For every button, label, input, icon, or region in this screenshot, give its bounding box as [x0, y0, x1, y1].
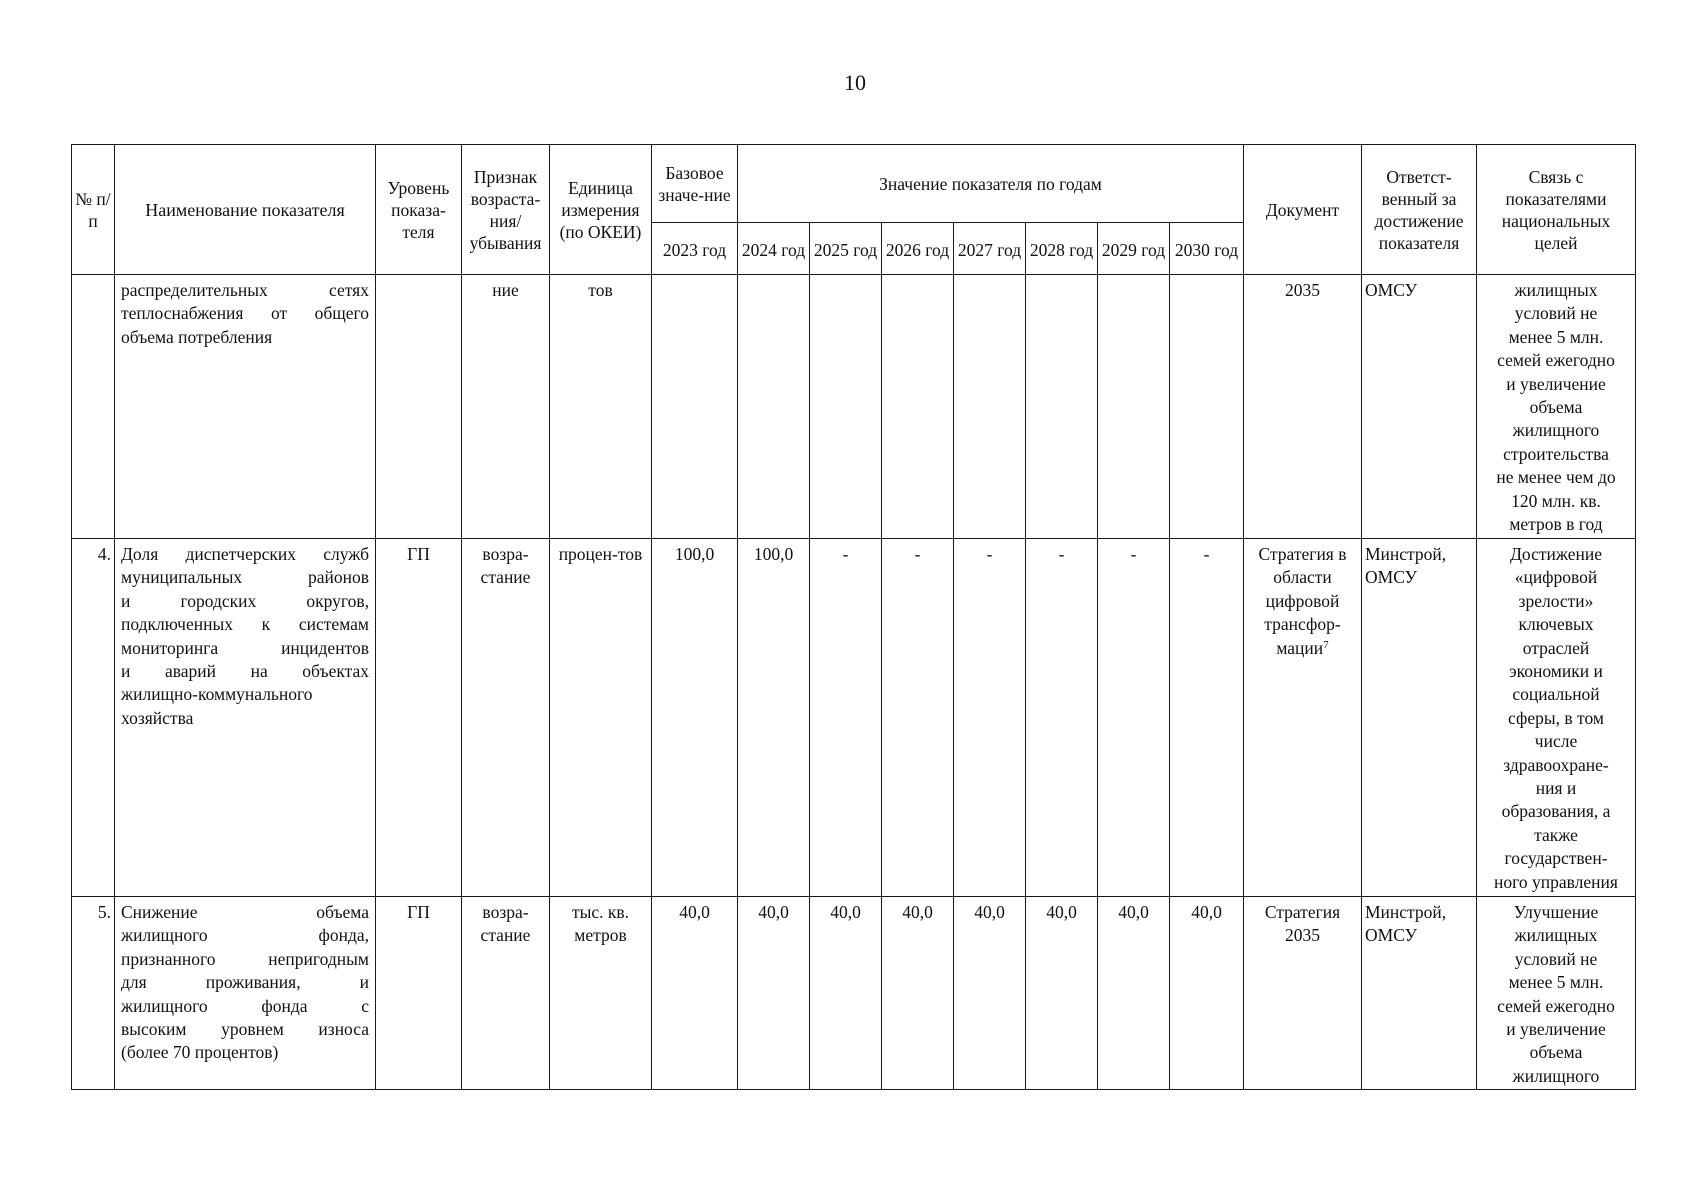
name-line: высоким уровнем износа	[121, 1019, 369, 1040]
header-year: 2027 год	[954, 223, 1026, 275]
header-year: 2024 год	[738, 223, 810, 275]
row-year-value	[882, 275, 954, 539]
link-line: Достижение	[1509, 544, 1603, 564]
link-line: семей ежегодно	[1497, 350, 1615, 371]
link-line: строительства	[1503, 443, 1609, 464]
row-num	[72, 275, 115, 539]
row-year-value: -	[1026, 539, 1098, 897]
row-year-value: -	[810, 539, 882, 897]
row-responsible: Минстрой, ОМСУ	[1362, 897, 1477, 1090]
name-line: подключенных к системам	[121, 614, 369, 635]
row-year-value: -	[1170, 539, 1244, 897]
row-document: 2035	[1244, 275, 1362, 539]
link-line: жилищного	[1512, 1065, 1600, 1086]
row-sign: ние	[462, 275, 550, 539]
link-line: ключевых	[1518, 614, 1594, 635]
row-year-value	[738, 275, 810, 539]
link-line: жилищного	[1512, 420, 1600, 441]
link-line: государствен-	[1504, 848, 1608, 869]
link-line: объема	[1529, 1042, 1583, 1063]
link-line: менее 5 млн.	[1508, 326, 1604, 347]
table-row	[72, 897, 1636, 1090]
name-line: для проживания, и	[121, 972, 369, 993]
row-year-value	[954, 275, 1026, 539]
header-link: Связь с показателями национальных целей	[1477, 145, 1636, 275]
header-base: Базовое значе-ние	[652, 145, 738, 223]
row-year-value: 40,0	[738, 897, 810, 1090]
indicators-table	[71, 144, 1636, 1090]
link-line: и увеличение	[1506, 1019, 1606, 1040]
header-row	[72, 145, 1636, 223]
header-base-year: 2023 год	[652, 223, 738, 275]
row-document	[1244, 897, 1362, 1090]
link-line: сферы, в том	[1508, 707, 1604, 728]
link-line: экономики и	[1509, 661, 1603, 682]
row-link	[1477, 275, 1636, 539]
header-num: № п/п	[72, 145, 115, 275]
name-line: мониторинга инцидентов	[121, 637, 369, 658]
link-line: ного управления	[1494, 871, 1618, 892]
header-year: 2028 год	[1026, 223, 1098, 275]
header-responsible: Ответст-венный за достижение показателя	[1362, 145, 1477, 275]
name-line: и аварий на объектах	[121, 661, 369, 682]
link-line: метров в год	[1509, 514, 1603, 535]
link-line: семей ежегодно	[1497, 995, 1615, 1016]
row-link	[1477, 539, 1636, 897]
header-year: 2025 год	[810, 223, 882, 275]
name-line: Снижение объема	[121, 902, 369, 922]
row-document	[1244, 539, 1362, 897]
row-responsible: ОМСУ	[1362, 275, 1477, 539]
row-base: 100,0	[652, 539, 738, 897]
row-base: 40,0	[652, 897, 738, 1090]
footnote-marker: 7	[1323, 638, 1329, 651]
row-year-value	[810, 275, 882, 539]
document-line: области	[1273, 567, 1332, 588]
name-line: объема потребления	[121, 326, 273, 347]
row-year-value: 40,0	[954, 897, 1026, 1090]
name-line: признанного непригодным	[121, 948, 369, 969]
row-name	[115, 275, 376, 539]
link-line: и увеличение	[1506, 373, 1606, 394]
row-unit: процен-тов	[550, 539, 652, 897]
row-responsible: Минстрой, ОМСУ	[1362, 539, 1477, 897]
link-line: менее 5 млн.	[1508, 972, 1604, 993]
row-level: ГП	[376, 539, 462, 897]
row-unit: тов	[550, 275, 652, 539]
name-line: жилищно-коммунального	[121, 684, 313, 705]
row-year-value: 40,0	[1170, 897, 1244, 1090]
name-line: Доля диспетчерских служб	[121, 544, 369, 564]
row-year-value: 40,0	[882, 897, 954, 1090]
link-line: социальной	[1512, 684, 1600, 705]
header-year: 2029 год	[1098, 223, 1170, 275]
link-line: Улучшение	[1513, 902, 1599, 922]
row-level: ГП	[376, 897, 462, 1090]
link-line: ния и	[1535, 778, 1577, 799]
document-line: трансфор-	[1264, 614, 1341, 635]
row-year-value: -	[1098, 539, 1170, 897]
link-line: жилищных	[1514, 925, 1598, 946]
link-line: образования, а	[1501, 801, 1611, 822]
row-num: 5.	[72, 897, 115, 1090]
header-name: Наименование показателя	[115, 145, 376, 275]
row-year-value: 100,0	[738, 539, 810, 897]
header-year: 2026 год	[882, 223, 954, 275]
row-year-value: -	[882, 539, 954, 897]
row-year-value: 40,0	[810, 897, 882, 1090]
table-row	[72, 275, 1636, 539]
row-unit: тыс. кв. метров	[550, 897, 652, 1090]
name-line: (более 70 процентов)	[121, 1042, 279, 1063]
row-sign: возра-стание	[462, 539, 550, 897]
header-by-years: Значение показателя по годам	[738, 145, 1244, 223]
link-line: здравоохране-	[1503, 754, 1609, 775]
document-line	[1247, 637, 1358, 660]
name-line: и городских округов,	[121, 590, 369, 611]
document-line: Стратегия в	[1258, 544, 1347, 564]
link-line: объема	[1529, 397, 1583, 418]
header-sign: Признак возраста-ния/ убывания	[462, 145, 550, 275]
name-line: жилищного фонда с	[121, 995, 369, 1016]
header-unit: Единица измерения (по ОКЕИ)	[550, 145, 652, 275]
header-year: 2030 год	[1170, 223, 1244, 275]
link-line: условий не	[1514, 303, 1598, 324]
table-row	[72, 539, 1636, 897]
row-year-value	[1026, 275, 1098, 539]
link-line: условий не	[1514, 948, 1598, 969]
name-line: теплоснабжения от общего	[121, 303, 369, 324]
link-line: числе	[1534, 731, 1578, 752]
row-sign: возра-стание	[462, 897, 550, 1090]
row-base	[652, 275, 738, 539]
header-document: Документ	[1244, 145, 1362, 275]
row-year-value: 40,0	[1026, 897, 1098, 1090]
document-line: цифровой	[1265, 590, 1340, 611]
header-level: Уровень показа-теля	[376, 145, 462, 275]
document-line-text: мации	[1276, 637, 1324, 658]
link-line: 120 млн. кв.	[1511, 490, 1601, 511]
document-line: 2035	[1285, 925, 1320, 946]
name-line: жилищного фонда,	[121, 925, 369, 946]
row-year-value: 40,0	[1098, 897, 1170, 1090]
page-number: 10	[844, 70, 866, 95]
link-line: зрелости»	[1518, 590, 1594, 611]
row-link	[1477, 897, 1636, 1090]
link-line: «цифровой	[1514, 567, 1598, 588]
row-year-value	[1170, 275, 1244, 539]
document-line: Стратегия	[1264, 902, 1341, 922]
row-name	[115, 897, 376, 1090]
link-line: жилищных	[1514, 280, 1598, 300]
link-line: отраслей	[1522, 637, 1590, 658]
row-year-value: -	[954, 539, 1026, 897]
row-name	[115, 539, 376, 897]
row-year-value	[1098, 275, 1170, 539]
name-line: распределительных сетях	[121, 280, 369, 300]
name-line: муниципальных районов	[121, 567, 369, 588]
row-num: 4.	[72, 539, 115, 897]
row-level	[376, 275, 462, 539]
link-line: не менее чем до	[1496, 467, 1616, 488]
name-line: хозяйства	[121, 707, 194, 728]
link-line: также	[1534, 824, 1578, 845]
